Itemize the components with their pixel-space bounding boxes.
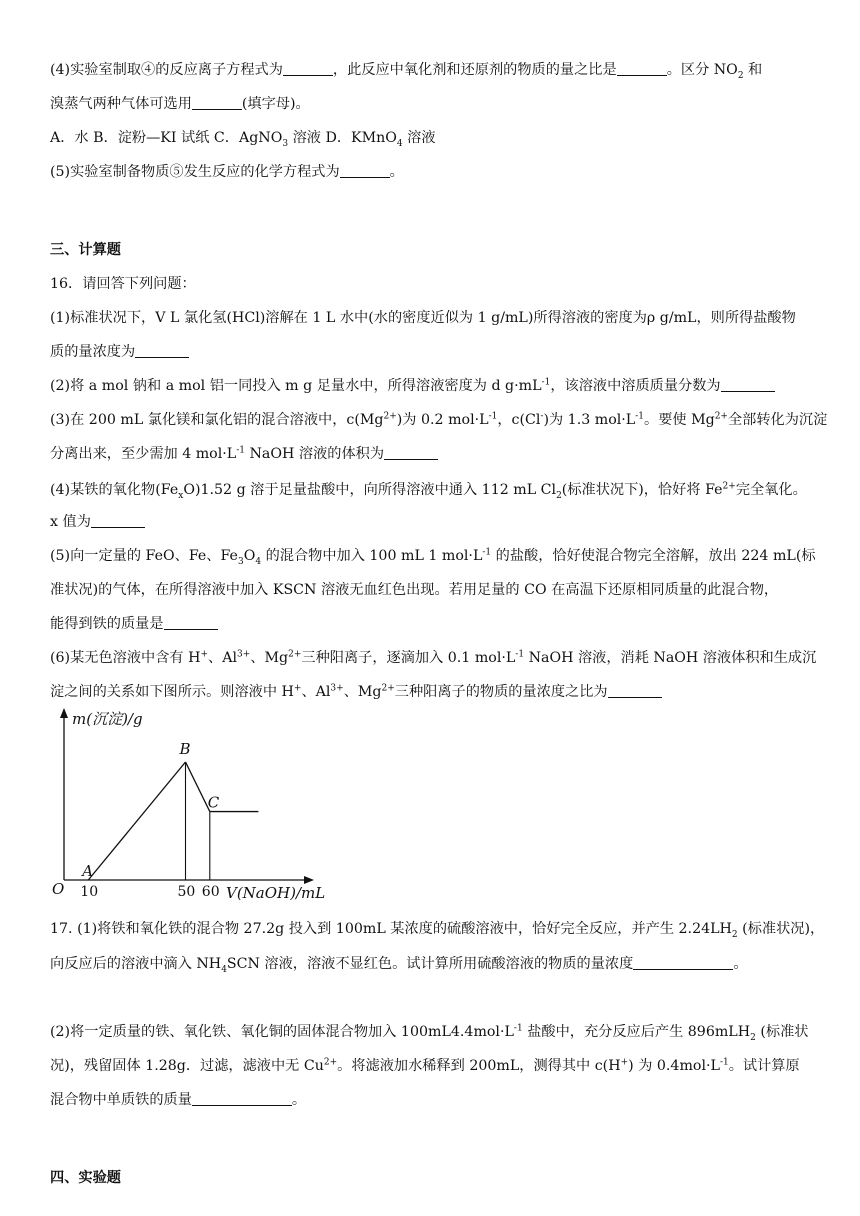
q16-part1-line1: (1)标准状况下，V L 氯化氢(HCl)溶解在 1 L 水中(水的密度近似为 1 g/mL)所得溶液的密度为ρ g/mL，则所得盐酸物 [50,310,796,326]
q17-part2-line3 [50,1090,306,1110]
q16-part3-line2 [50,444,438,464]
superscript: -1 [635,411,644,422]
q16-part5-line2: 准状况)的气体，在所得溶液中加入 KSCN 溶液无血红色出现。若用足量的 CO 在高温下还原相同质量的此混合物， [50,582,779,598]
text: 溶液 D．KMnO [288,130,397,146]
subscript: 4 [396,138,403,149]
q16-part4-line2 [50,512,145,532]
x-tick-label: 60 [201,884,220,900]
text: (4)实验室制取④的反应离子方程式为 [50,62,283,78]
text: ，该溶液中溶质质量分数为 [550,378,721,394]
text: (2)将一定质量的铁、氧化铁、氧化铜的固体混合物加入 100mL4.4mol·L [50,1024,514,1040]
text: NaOH 溶液，消耗 NaOH 溶液体积和生成沉 [524,650,817,666]
text: 。将滤液加水稀释到 200mL，测得其中 c(H [337,1058,621,1074]
point-label-c: C [207,793,220,812]
y-axis-label: m(沉淀)/g [72,710,143,728]
text: (3)在 200 mL 氯化镁和氯化铝的混合溶液中，c(Mg [50,412,384,428]
subscript: 2 [737,70,744,81]
answer-blank[interactable] [633,955,733,970]
superscript: + [620,1057,629,1068]
text: ，c(Cl [497,412,541,428]
point-label-b: B [179,740,191,758]
q16-part2-sentence [50,376,775,396]
superscript: -1 [488,411,498,422]
text: (填字母)。 [241,96,310,112]
q15-part5 [50,162,404,182]
superscript: -1 [541,377,551,388]
x-axis-arrow [304,876,314,884]
text: 盐酸中，充分反应后产生 896mLH [522,1024,751,1040]
answer-blank[interactable] [91,513,145,528]
q15-options [50,128,436,148]
text: O)1.52 g 溶于足量盐酸中，向所得溶液中通入 112 mL Cl [183,482,557,498]
superscript: 2+ [714,411,728,422]
text: 。要使 Mg [644,412,715,428]
superscript: -1 [236,445,245,456]
text: 淀之间的关系如下图所示。则溶液中 H [50,684,294,700]
subscript: 2 [556,490,562,501]
text: NaOH 溶液的体积为 [244,446,385,462]
graph-marks [80,740,258,900]
text: 。试计算原 [728,1058,800,1074]
q16-part6-line1 [50,648,816,668]
curve-segment-bc [186,762,210,812]
answer-blank[interactable] [721,377,775,392]
text: 、Mg [343,684,382,700]
text: A．水 B．淀粉—KI 试纸 C．AgNO [50,130,283,146]
text: 、Al [301,684,331,700]
text: 完全氧化。 [735,482,807,498]
answer-blank[interactable] [384,445,438,460]
answer-blank[interactable] [164,615,218,630]
text: 的盐酸，恰好使混合物完全溶解，放出 224 mL(标 [491,548,816,564]
text: 和 [743,62,763,78]
text: ) 为 0.4mol·L [628,1058,720,1074]
subscript: 4 [221,964,227,975]
superscript: 3+ [330,683,344,694]
superscript: -1 [513,1023,523,1034]
subscript: 2 [731,929,738,940]
subscript: 3 [237,556,244,567]
text: 溴蒸气两种气体可选用 [50,96,192,112]
text: SCN 溶液，溶液不显红色。试计算所用硫酸溶液的物质的量浓度 [226,956,634,972]
q17-part1-line1 [50,919,824,939]
answer-blank[interactable] [192,1091,292,1106]
curve-segment-ab [88,762,185,880]
text: (2)将 a mol 钠和 a mol 铝一同投入 m g 足量水中，所得溶液密度为 d g·mL [50,378,542,394]
text: (5)实验室制备物质⑤发生反应的化学方程式为 [50,164,340,180]
text: 。 [291,1092,307,1108]
answer-blank[interactable] [608,683,662,698]
superscript: 2+ [323,1057,338,1068]
q16-part3-line1 [50,410,827,430]
text: )为 0.2 mol·L [396,412,489,428]
text: 全部转化为沉淀 [727,412,828,428]
q17-part2-line2 [50,1056,800,1076]
q15-part4-line2 [50,94,310,114]
subscript: x [178,490,184,501]
text: 质的量浓度为 [50,344,136,360]
q16-part5-line1 [50,546,816,566]
origin-label: O [52,880,65,898]
text: 17. (1)将铁和氧化铁的混合物 27.2g 投入到 100mL 某浓度的硫酸溶液中，恰好完全反应，并产生 2.24LH [50,921,732,937]
superscript: -1 [482,547,492,558]
precipitate-graph [44,700,344,900]
superscript: 2+ [288,649,302,660]
text: 、Al [208,650,238,666]
answer-blank[interactable] [283,61,333,76]
text: 。 [733,956,748,972]
section-title: 四、实验题 [50,1170,121,1186]
q15-part4-line1 [50,60,762,80]
section-title: 三、计算题 [50,242,121,258]
text: 溶液 [402,130,436,146]
text: ，此反应中氧化剂和还原剂的物质的量之比是 [332,62,617,78]
q17-part1-line2 [50,954,748,974]
subscript: 2 [750,1032,756,1043]
text: (标准状况下)，恰好将 Fe [561,482,723,498]
answer-blank[interactable] [340,163,390,178]
subscript: 4 [255,556,262,567]
subscript: 3 [282,138,289,149]
q16-intro: 16．请回答下列问题： [50,276,196,292]
q16-part1-line2 [50,342,189,362]
text: (标准状况)， [737,921,825,937]
text: (6)某无色溶液中含有 H [50,650,201,666]
text: 三种阳离子的物质的量浓度之比为 [394,684,608,700]
text: 能得到铁的质量是 [50,616,164,632]
x-tick-label: 50 [177,884,196,900]
q16-part6-line2 [50,682,662,702]
text: 向反应后的溶液中滴入 NH [50,956,222,972]
text: O [243,548,256,564]
text: 、Mg [250,650,289,666]
superscript: -1 [719,1057,729,1068]
text: x 值为 [50,514,91,530]
text: (标准状 [755,1024,809,1040]
q16-part4-line1 [50,480,807,500]
x-axis-label: V(NaOH)/mL [226,884,326,900]
superscript: 3+ [237,649,251,660]
q17-part2-line1 [50,1022,808,1042]
superscript: -1 [515,649,525,660]
q16-part5-line3 [50,614,218,634]
answer-blank[interactable] [192,95,242,110]
text: 分离出来，至少需加 4 mol·L [50,446,237,462]
text: (5)向一定量的 FeO、Fe、Fe [50,548,238,564]
text: 况)，残留固体 1.28g．过滤，滤液中无 Cu [50,1058,324,1074]
text: 。 [389,164,404,180]
text: 混合物中单质铁的质量 [50,1092,192,1108]
point-label-a: A [82,862,94,880]
superscript: 2+ [722,481,736,492]
text: (4)某铁的氧化物(Fe [50,482,179,498]
y-axis-arrow [60,708,68,718]
text: 三种阳离子，逐滴加入 0.1 mol·L [301,650,516,666]
x-tick-label: 10 [80,884,99,900]
superscript: + [293,683,302,694]
text: 。区分 NO [666,62,738,78]
superscript: 2+ [381,683,395,694]
superscript: + [200,649,209,660]
answer-blank[interactable] [617,61,667,76]
superscript: 2+ [383,411,397,422]
text: 的混合物中加入 100 mL 1 mol·L [261,548,483,564]
text: )为 1.3 mol·L [543,412,636,428]
answer-blank[interactable] [135,343,189,358]
superscript: - [540,411,544,422]
